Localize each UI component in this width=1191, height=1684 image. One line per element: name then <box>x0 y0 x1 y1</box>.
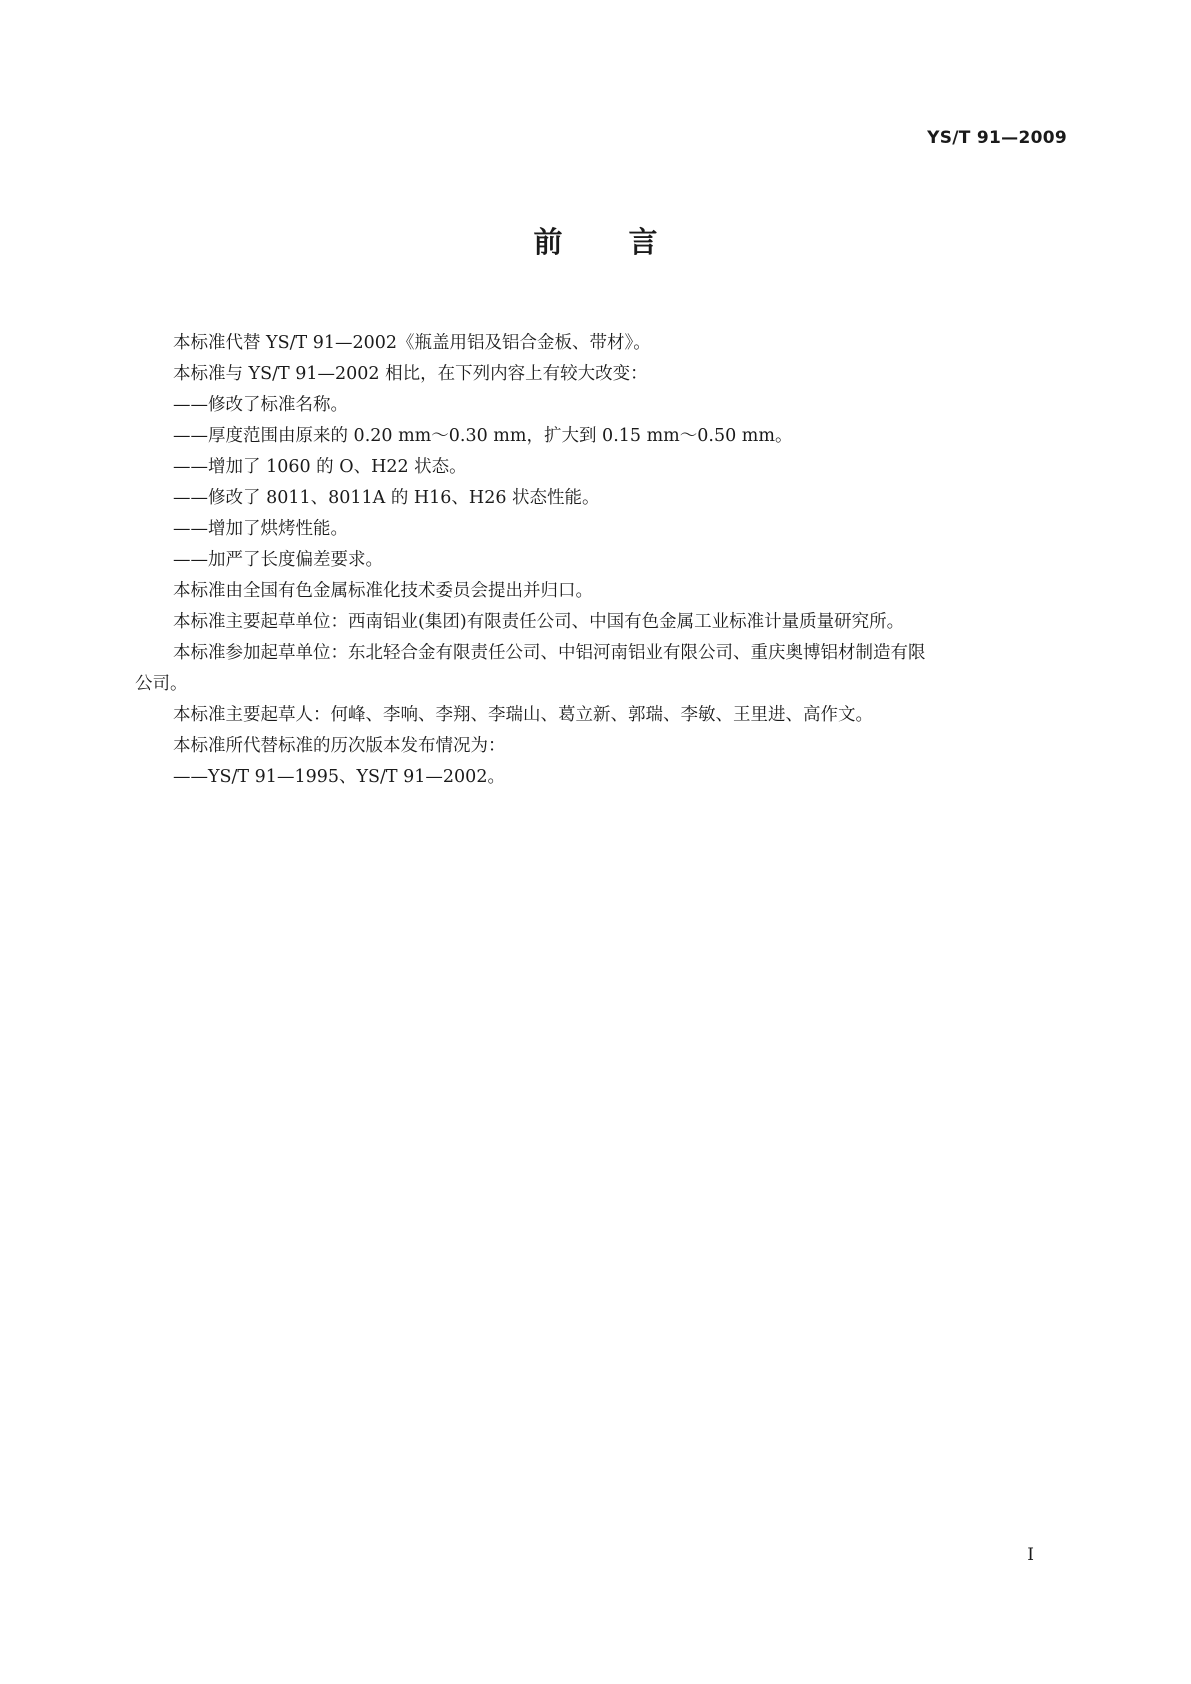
standard-code: YS/T 91—2009 <box>927 128 1067 148</box>
paragraph-proposer: 本标准由全国有色金属标准化技术委员会提出并归口。 <box>173 581 593 601</box>
change-item: ——增加了 1060 的 O、H22 状态。 <box>173 457 467 477</box>
paragraph-drafters: 本标准主要起草人：何峰、李响、李翔、李瑞山、葛立新、郭瑞、李敏、王里进、高作文。 <box>173 705 873 725</box>
foreword-body <box>135 328 1056 793</box>
change-item: ——厚度范围由原来的 0.20 mm～0.30 mm，扩大到 0.15 mm～0.50 mm。 <box>173 426 793 446</box>
change-item: ——修改了标准名称。 <box>173 395 348 415</box>
page-number: I <box>1027 1545 1034 1565</box>
title-char-1: 前 <box>533 225 563 259</box>
paragraph-changes-intro: 本标准与 YS/T 91—2002 相比，在下列内容上有较大改变： <box>173 364 648 384</box>
paragraph-main-drafters-units: 本标准主要起草单位：西南铝业(集团)有限责任公司、中国有色金属工业标准计量质量研究所。 <box>173 612 905 632</box>
change-item: ——修改了 8011、8011A 的 H16、H26 状态性能。 <box>173 488 600 508</box>
paragraph-replaces: 本标准代替 YS/T 91—2002《瓶盖用铝及铝合金板、带材》。 <box>173 333 651 353</box>
paragraph-history-intro: 本标准所代替标准的历次版本发布情况为： <box>173 736 506 756</box>
paragraph-participating-units-cont: 公司。 <box>135 674 188 694</box>
history-item: ——YS/T 91—1995、YS/T 91—2002。 <box>173 767 505 787</box>
change-item: ——加严了长度偏差要求。 <box>173 550 383 570</box>
page-title <box>0 225 1191 259</box>
change-item: ——增加了烘烤性能。 <box>173 519 348 539</box>
paragraph-participating-units: 本标准参加起草单位：东北轻合金有限责任公司、中铝河南铝业有限公司、重庆奥博铝材制造有限 <box>173 643 926 663</box>
title-char-2: 言 <box>628 225 658 259</box>
